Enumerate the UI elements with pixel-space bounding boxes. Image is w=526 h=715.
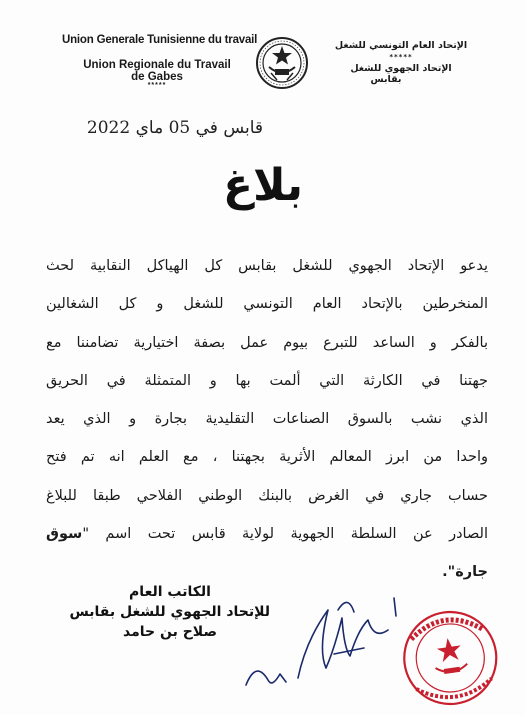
official-stamp-icon bbox=[390, 600, 510, 712]
regional-city-fr: de Gabes bbox=[131, 71, 183, 83]
regional-union-fr: Union Regionale du Travail bbox=[83, 59, 231, 71]
document-date: قابس في 05 ماي 2022 bbox=[86, 118, 264, 138]
body-line: بالفكر و الساعد للتبرع بيوم عمل بصفة اختيارية تضامننا مع bbox=[46, 334, 488, 351]
signatory-organization: للإتحاد الجهوي للشغل بقابس bbox=[69, 604, 270, 620]
union-name-fr: Union Generale Tunisienne du travail bbox=[62, 34, 258, 46]
union-name-ar: الإتحاد العام التونسي للشغل bbox=[334, 40, 468, 51]
header-left-french bbox=[62, 34, 262, 89]
market-name-bold: سوق bbox=[46, 526, 83, 543]
signatory-role: الكاتب العام bbox=[129, 584, 211, 600]
body-line: الذي نشب بالسوق الصناعات التقليدية بجارة و الذي يعد bbox=[46, 411, 488, 428]
body-line: جهتنا في الكارثة التي ألمت بها و المتمثلة في الحريق bbox=[46, 372, 488, 389]
market-name-bold-end: جارة". bbox=[442, 564, 488, 581]
header-stars-right: ***** bbox=[389, 53, 413, 61]
header-stars-left: ***** bbox=[147, 82, 167, 89]
body-line bbox=[46, 522, 488, 560]
announcement-body bbox=[46, 254, 488, 599]
header-right-arabic bbox=[326, 40, 476, 85]
regional-union-ar: الإتحاد الجهوي للشغل bbox=[350, 63, 452, 74]
signatory-name: صلاح بن حامد bbox=[123, 624, 217, 640]
document-title: بلاغ bbox=[223, 160, 303, 211]
handwritten-signature-icon bbox=[238, 590, 408, 700]
body-line: يدعو الإتحاد الجهوي للشغل بقابس كل الهياكل النقابية لحث bbox=[46, 258, 488, 274]
ugtt-emblem-icon bbox=[255, 36, 309, 90]
body-line: المنخرطين بالإتحاد العام التونسي للشغل و كل الشغالين bbox=[46, 296, 488, 313]
body-line-text: الصادر عن السلطة الجهوية لولاية قابس تحت اسم " bbox=[82, 526, 488, 543]
body-line: واحدا من ابرز المعالم الأثرية بجهتنا ، مع العلم انه تم فتح bbox=[46, 449, 488, 466]
regional-city-ar: بقابس bbox=[370, 74, 402, 85]
body-line bbox=[46, 484, 488, 522]
body-line-text: حساب جاري في الغرض بالبنك الوطني الفلاحي طبقا للبلاغ bbox=[46, 487, 488, 504]
